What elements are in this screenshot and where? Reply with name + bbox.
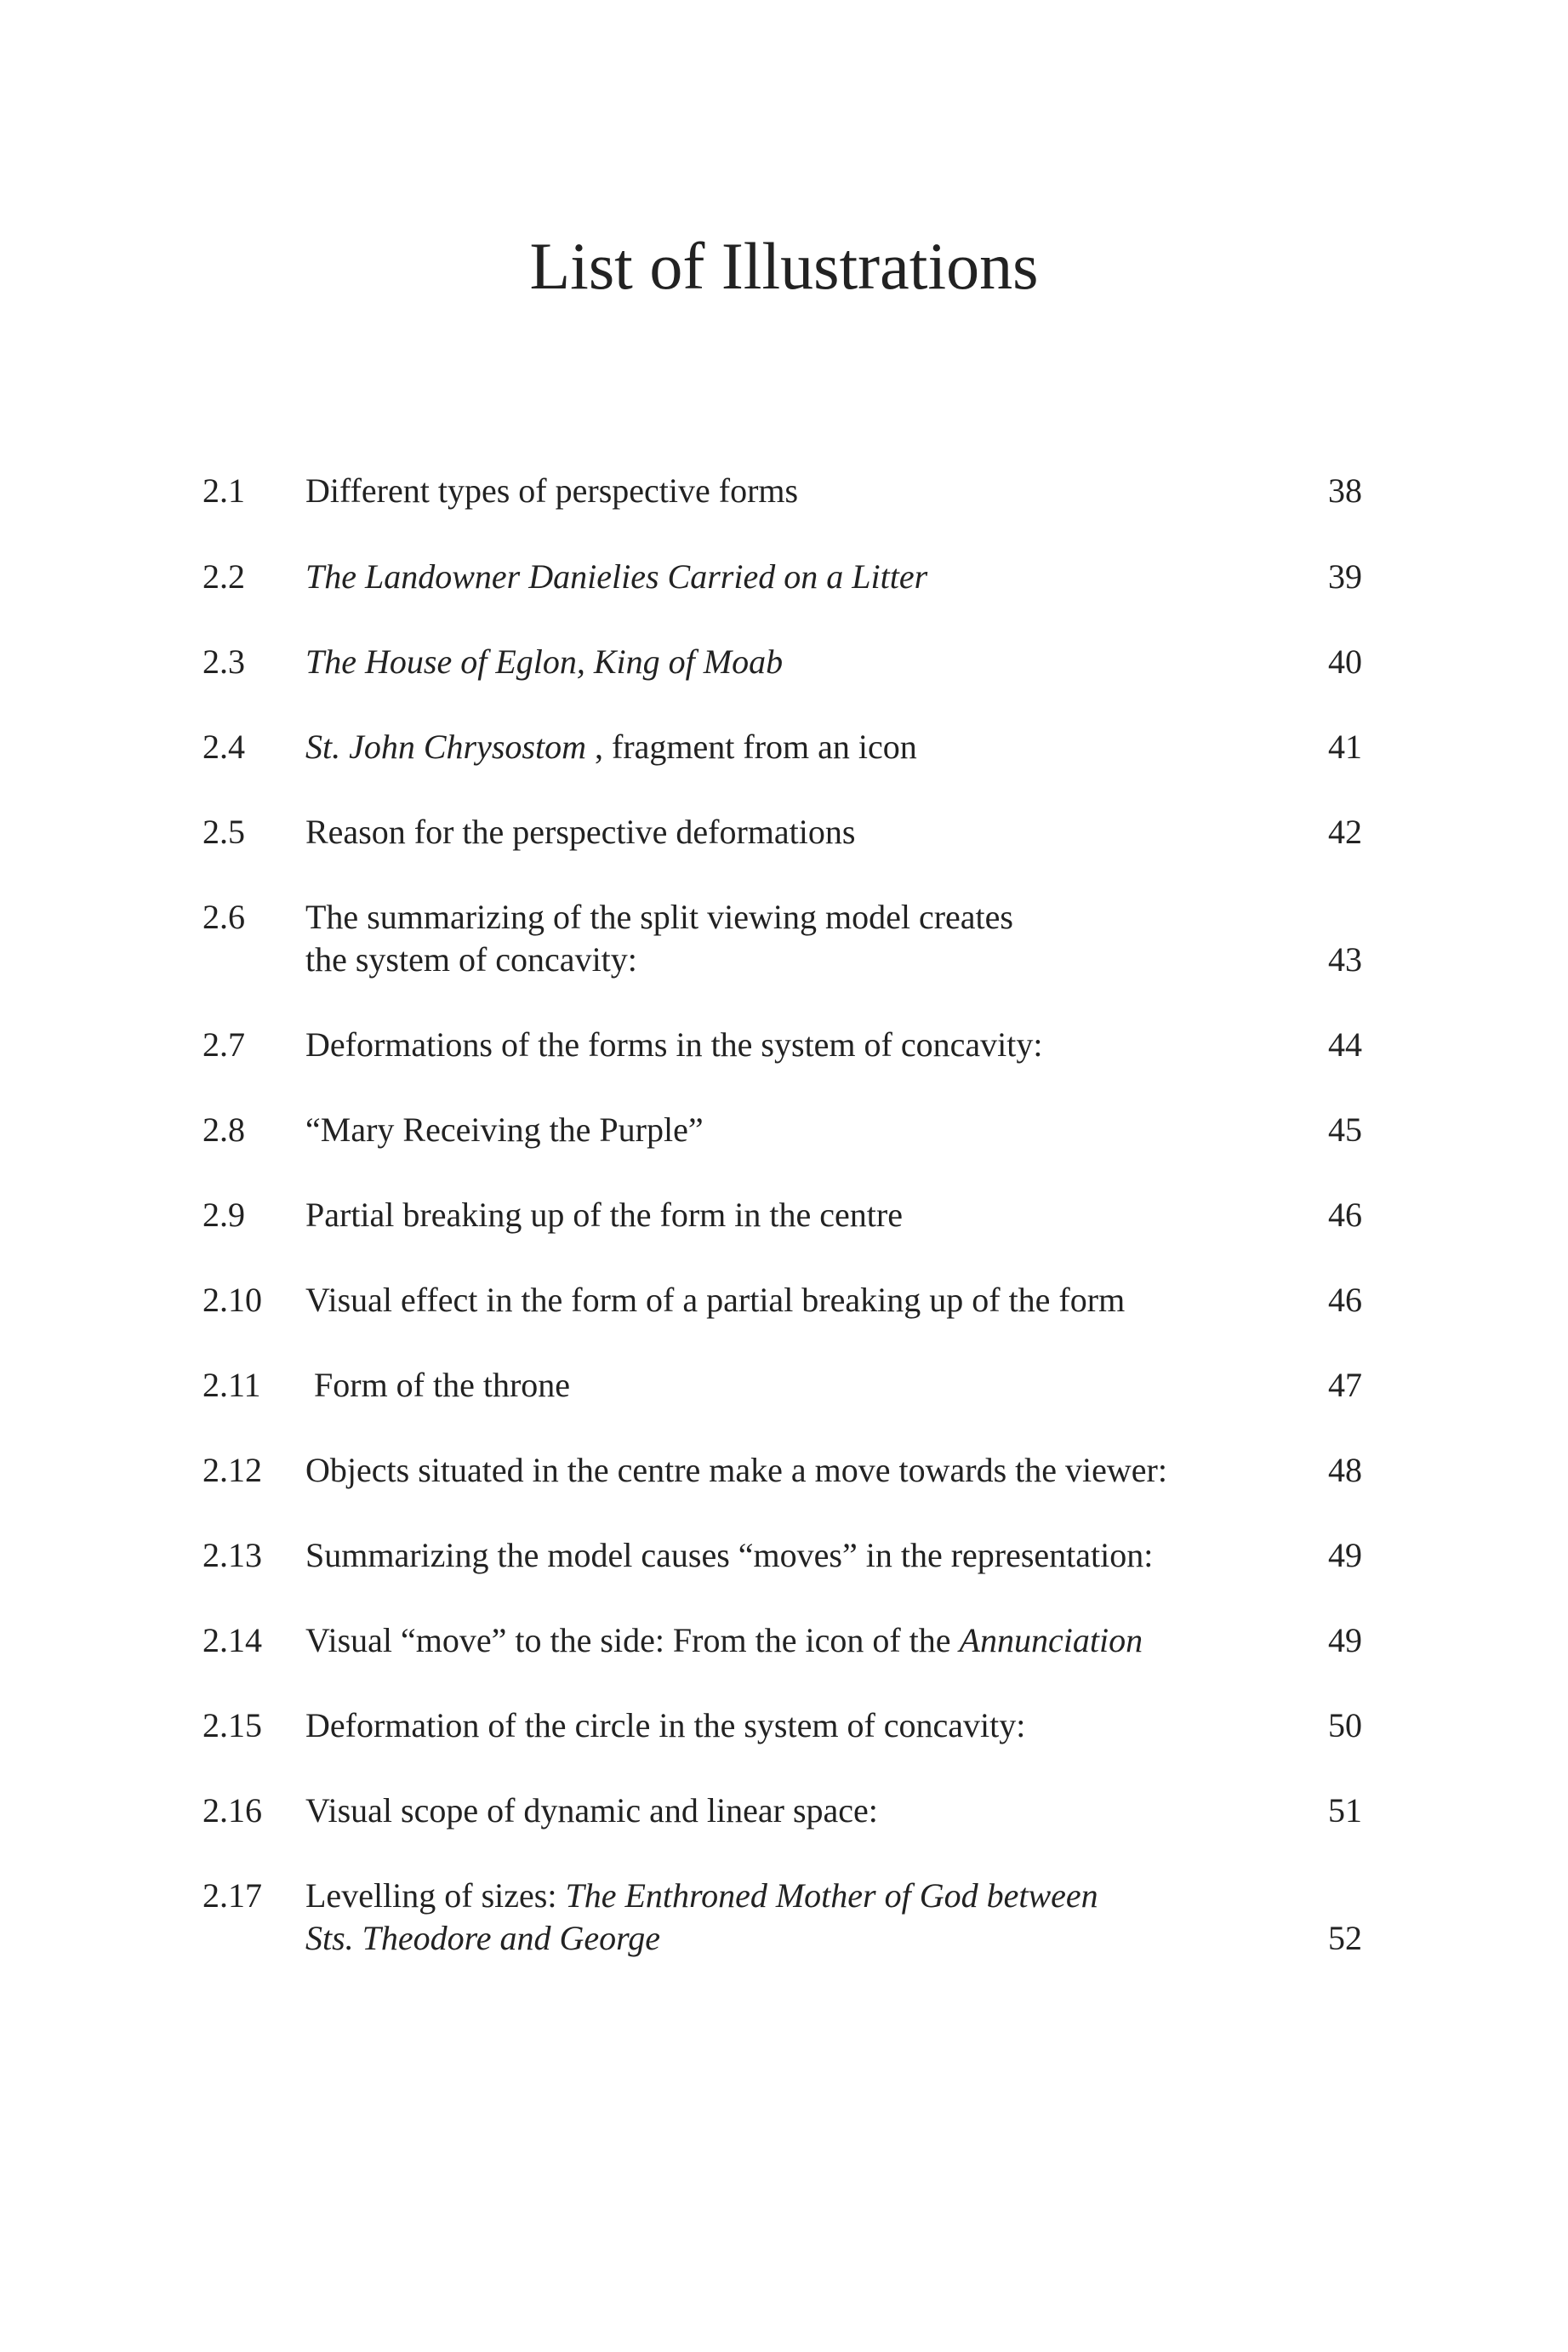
caption-plain: Levelling of sizes:: [305, 1876, 566, 1915]
page-number: 40: [1328, 642, 1362, 681]
page-number: 46: [1328, 1196, 1362, 1234]
figure-number: 2.7: [202, 1025, 245, 1064]
page-number: 46: [1328, 1281, 1362, 1319]
figure-number: 2.15: [202, 1706, 262, 1744]
figure-number: 2.4: [202, 728, 245, 766]
page-number: 51: [1328, 1791, 1362, 1830]
caption-italic: St. John Chrysostom: [305, 728, 586, 766]
page-number: 47: [1328, 1366, 1362, 1404]
figure-caption: [305, 1875, 1292, 1960]
figure-caption: Deformation of the circle in the system of concavity:: [305, 1706, 1026, 1744]
figure-number: 2.11: [202, 1366, 261, 1404]
caption-plain: Visual “move” to the side: From the icon of the: [305, 1621, 960, 1659]
caption-line-1: The summarizing of the split viewing model creates: [305, 898, 1013, 936]
page-number: 48: [1328, 1451, 1362, 1489]
page-number: 49: [1328, 1621, 1362, 1659]
figure-caption: The Landowner Danielies Carried on a Litter: [305, 557, 928, 596]
figure-caption: [305, 726, 1292, 768]
figure-number: 2.2: [202, 557, 245, 596]
figure-caption: Reason for the perspective deformations: [305, 813, 856, 851]
figure-caption: Objects situated in the centre make a move towards the viewer:: [305, 1451, 1167, 1489]
page-title: List of Illustrations: [529, 229, 1039, 303]
figure-caption: Visual scope of dynamic and linear space:: [305, 1791, 878, 1830]
figure-number: 2.6: [202, 898, 245, 936]
figure-number: 2.9: [202, 1196, 245, 1234]
page-number: 43: [1328, 940, 1362, 979]
page-number: 45: [1328, 1110, 1362, 1149]
page-number: 50: [1328, 1706, 1362, 1744]
figure-caption: “Mary Receiving the Purple”: [305, 1110, 704, 1149]
figure-caption: Partial breaking up of the form in the centre: [305, 1196, 903, 1234]
figure-number: 2.1: [202, 471, 245, 510]
caption-rest: , fragment from an icon: [586, 728, 917, 766]
figure-number: 2.8: [202, 1110, 245, 1149]
figure-caption: Visual effect in the form of a partial breaking up of the form: [305, 1281, 1126, 1319]
figure-caption: Summarizing the model causes “moves” in the representation:: [305, 1536, 1154, 1574]
page-number: 49: [1328, 1536, 1362, 1574]
figure-caption: Deformations of the forms in the system of concavity:: [305, 1025, 1043, 1064]
figure-caption: [305, 896, 1292, 981]
caption-line-2: Sts. Theodore and George: [305, 1919, 660, 1957]
page-number: 44: [1328, 1025, 1362, 1064]
figure-caption: The House of Eglon, King of Moab: [305, 642, 784, 681]
figure-caption: Form of the throne: [305, 1366, 571, 1404]
page-number: 52: [1328, 1919, 1362, 1957]
page-number: 42: [1328, 813, 1362, 851]
figure-number: 2.16: [202, 1791, 262, 1830]
figure-number: 2.5: [202, 813, 245, 851]
figure-caption: [305, 1619, 1292, 1662]
figure-number: 2.3: [202, 642, 245, 681]
figure-number: 2.10: [202, 1281, 262, 1319]
page-number: 39: [1328, 557, 1362, 596]
page-number: 38: [1328, 471, 1362, 510]
caption-italic: The Enthroned Mother of God between: [565, 1876, 1098, 1915]
caption-italic: Annunciation: [959, 1621, 1143, 1659]
caption-line-2: the system of concavity:: [305, 940, 637, 979]
figure-number: 2.14: [202, 1621, 262, 1659]
figure-number: 2.12: [202, 1451, 262, 1489]
figure-number: 2.13: [202, 1536, 262, 1574]
figure-caption: Different types of perspective forms: [305, 471, 799, 510]
caption-line-1: [305, 1875, 1292, 1917]
page-number: 41: [1328, 728, 1362, 766]
figure-number: 2.17: [202, 1876, 262, 1915]
